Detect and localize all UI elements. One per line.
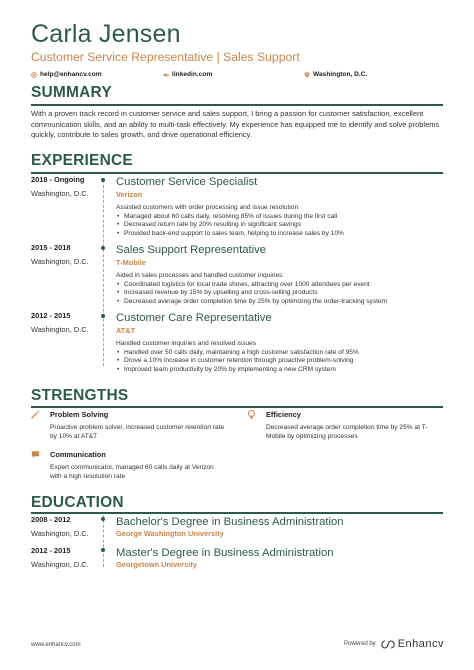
experience-bullets [116, 349, 446, 375]
powered-by-text: Powered by [344, 641, 376, 647]
experience-company: Verizon [116, 190, 143, 199]
experience-role: Customer Service Specialist [116, 176, 258, 188]
experience-bullet: • Decreased return rate by 20% resulting in significant savings [116, 221, 446, 230]
experience-bullet: • Coordinated logistics for local trade shows, attracting over 1000 attendees per event [116, 281, 446, 290]
chat-icon [31, 450, 40, 459]
experience-bullets [116, 281, 446, 307]
strengths-heading: STRENGTHS [31, 387, 129, 404]
at-icon [31, 72, 37, 78]
experience-location: Washington, D.C. [31, 189, 89, 198]
experience-bullet: • Improved team productivity by 20% by implementing a new CRM system [116, 366, 446, 375]
experience-description: Assisted customers with order processing and issue resolution [116, 204, 299, 211]
experience-date: 2012 - 2015 [31, 311, 71, 320]
experience-bullet: • Drove a 10% increase in customer retention through proactive problem-solving [116, 357, 446, 366]
experience-role: Customer Care Representative [116, 312, 272, 324]
strength-title: Problem Solving [50, 410, 109, 419]
summary-divider [31, 104, 443, 106]
experience-bullet: • Decreased average order completion time by 25% by optimizing the order-tracking system [116, 298, 446, 307]
experience-description: Aided in sales processes and handled customer inquiries [116, 272, 283, 279]
candidate-name: Carla Jensen [31, 20, 181, 48]
experience-role: Sales Support Representative [116, 244, 267, 256]
experience-date: 2015 - 2018 [31, 243, 71, 252]
lightbulb-icon [247, 410, 256, 419]
education-school: Georgetown University [116, 560, 197, 569]
experience-timeline [103, 180, 104, 366]
strengths-divider [31, 406, 443, 408]
email-text: help@enhancv.com [40, 71, 102, 78]
education-location: Washington, D.C. [31, 529, 89, 538]
strength-title: Communication [50, 450, 106, 459]
experience-bullets [116, 213, 446, 239]
strength-description: Decreased average order completion time by 25% at T-Mobile by optimizing processes [266, 424, 428, 440]
education-degree: Bachelor's Degree in Business Administration [116, 516, 344, 528]
experience-location: Washington, D.C. [31, 257, 89, 266]
experience-heading: EXPERIENCE [31, 152, 133, 169]
brand-logo[interactable] [381, 638, 444, 650]
brand-name: Enhancv [397, 638, 444, 650]
experience-bullet: • Handled over 50 calls daily, maintaining a high customer satisfaction rate of 95% [116, 349, 446, 358]
contact-linkedin[interactable] [163, 71, 304, 78]
experience-bullet: • Provided back-end support to sales team, helping to increase sales by 10% [116, 230, 446, 239]
contact-location [304, 71, 367, 78]
experience-bullet: • Increased revenue by 15% by upselling and cross-selling products [116, 289, 446, 298]
magic-wand-icon [31, 410, 40, 419]
strength-description: Proactive problem solver, increased customer retention rate by 10% at AT&T [50, 424, 225, 440]
experience-description: Handled customer inquiries and resolved issues [116, 340, 257, 347]
education-date: 2008 - 2012 [31, 515, 71, 524]
experience-bullet: • Managed about 60 calls daily, resolving 85% of issues during the first call [116, 213, 446, 222]
experience-location: Washington, D.C. [31, 325, 89, 334]
enhancv-logo-icon [381, 640, 395, 649]
education-date: 2012 - 2015 [31, 546, 71, 555]
candidate-title: Customer Service Representative | Sales Support [31, 50, 300, 64]
education-location: Washington, D.C. [31, 560, 89, 569]
footer-branding [344, 638, 444, 650]
experience-company: T-Mobile [116, 258, 146, 267]
contact-email[interactable] [31, 71, 163, 78]
linkedin-text: linkedin.com [172, 71, 213, 78]
experience-date: 2018 - Ongoing [31, 175, 85, 184]
location-text: Washington, D.C. [313, 71, 368, 78]
resume-header [31, 20, 451, 79]
contact-bar [31, 70, 451, 79]
strength-title: Efficiency [266, 410, 301, 419]
education-divider [31, 512, 443, 514]
summary-heading: SUMMARY [31, 84, 112, 101]
summary-text: With a proven track record in customer service and sales support, I bring a passion for customer satisfaction, excellent communication skills, and an ability to multi-task effectively. My experience has equipped me to identify and solve problems quickly, contribute to sales growth, and drive operational efficiency. [31, 109, 440, 139]
footer-website[interactable]: www.enhancv.com [31, 642, 81, 648]
location-pin-icon [304, 72, 310, 78]
link-icon [163, 72, 169, 78]
education-heading: EDUCATION [31, 494, 124, 511]
strength-description: Expert communicator, managed 60 calls daily at Verizon with a high resolution rate [50, 464, 214, 480]
education-school: George Washington University [116, 529, 224, 538]
experience-divider [31, 172, 443, 174]
experience-company: AT&T [116, 326, 136, 335]
education-degree: Master's Degree in Business Administration [116, 547, 334, 559]
